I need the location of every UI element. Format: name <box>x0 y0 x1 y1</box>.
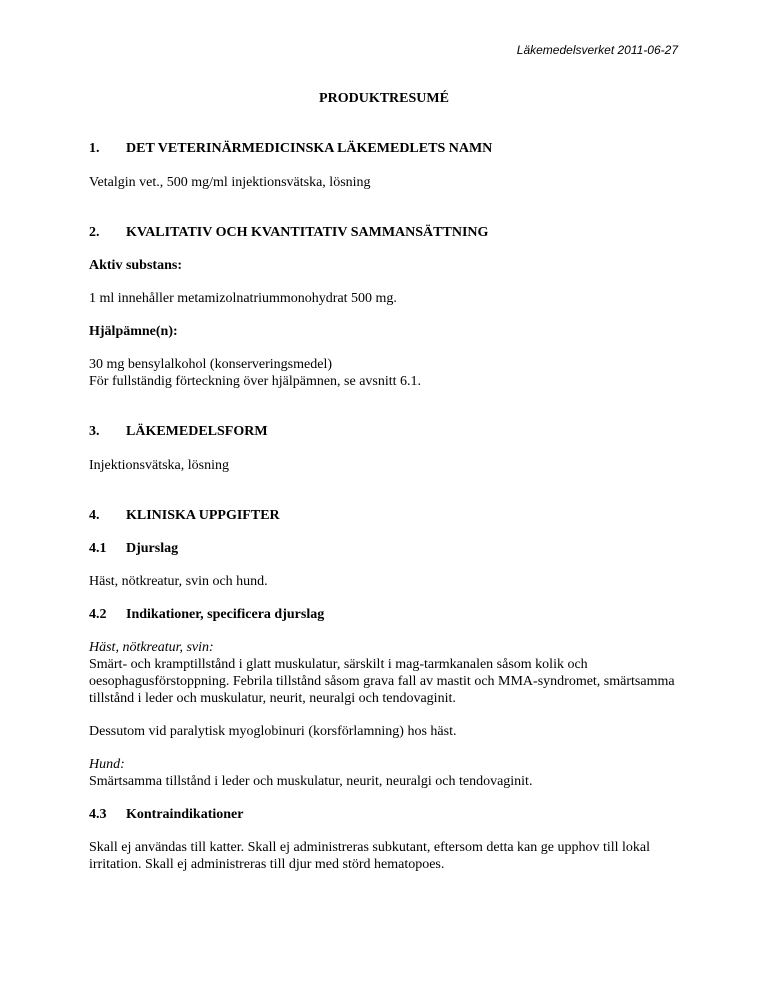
subsection-number: 4.1 <box>89 541 107 556</box>
section-number: 4. <box>89 508 100 523</box>
section-number: 2. <box>89 225 100 240</box>
document-title: PRODUKTRESUMÉ <box>319 91 449 106</box>
section-number: 3. <box>89 424 100 439</box>
section-title: KLINISKA UPPGIFTER <box>126 508 280 523</box>
indication-text: Smärt- och kramptillstånd i glatt muskulatur, särskilt i mag-tarmkanalen såsom kolik och oesophagusförstoppning. Febrila tillstånd såsom grava fall av mastit och MMA-syndromet, smärtsamma tillstånd i leder och muskulatur, neurit, neuralgi och tendovaginit. <box>89 657 675 706</box>
section-1-heading <box>89 140 689 157</box>
subsection-4-1-heading <box>89 540 689 557</box>
target-species: Häst, nötkreatur, svin och hund. <box>89 574 268 589</box>
excipient-label: Hjälpämne(n): <box>89 324 178 339</box>
species-label: Häst, nötkreatur, svin: <box>89 640 214 655</box>
active-substance-text: 1 ml innehåller metamizolnatriummonohydrat 500 mg. <box>89 291 397 306</box>
subsection-number: 4.3 <box>89 807 107 822</box>
excipient-line: 30 mg bensylalkohol (konserveringsmedel) <box>89 357 333 372</box>
subsection-title: Kontraindikationer <box>126 807 244 822</box>
section-4-heading <box>89 507 689 524</box>
species-label: Hund: <box>89 757 125 772</box>
subsection-title: Djurslag <box>126 541 179 556</box>
product-name: Vetalgin vet., 500 mg/ml injektionsvätska, lösning <box>89 175 371 190</box>
subsection-4-2-heading <box>89 606 689 623</box>
indication-text: Smärtsamma tillstånd i leder och muskulatur, neurit, neuralgi och tendovaginit. <box>89 774 533 789</box>
excipient-line: För fullständig förteckning över hjälpämnen, se avsnitt 6.1. <box>89 374 422 389</box>
section-number: 1. <box>89 141 100 156</box>
section-title: LÄKEMEDELSFORM <box>126 424 268 439</box>
document-body <box>89 140 689 873</box>
indication-text: Dessutom vid paralytisk myoglobinuri (korsförlamning) hos häst. <box>89 724 457 739</box>
contraindication-text: Skall ej användas till katter. Skall ej administreras subkutant, eftersom detta kan ge upphov till lokal irritation. Skall ej administreras till djur med störd hematopoes. <box>89 840 651 872</box>
active-substance-label: Aktiv substans: <box>89 258 182 273</box>
page-header: Läkemedelsverket 2011-06-27 <box>516 43 678 57</box>
section-title: DET VETERINÄRMEDICINSKA LÄKEMEDLETS NAMN <box>126 141 493 156</box>
subsection-4-3-heading <box>89 806 689 823</box>
subsection-number: 4.2 <box>89 607 107 622</box>
section-3-heading <box>89 423 689 440</box>
section-2-heading <box>89 224 689 241</box>
section-title: KVALITATIV OCH KVANTITATIV SAMMANSÄTTNING <box>126 225 489 240</box>
pharmaceutical-form: Injektionsvätska, lösning <box>89 458 229 473</box>
subsection-title: Indikationer, specificera djurslag <box>126 607 325 622</box>
